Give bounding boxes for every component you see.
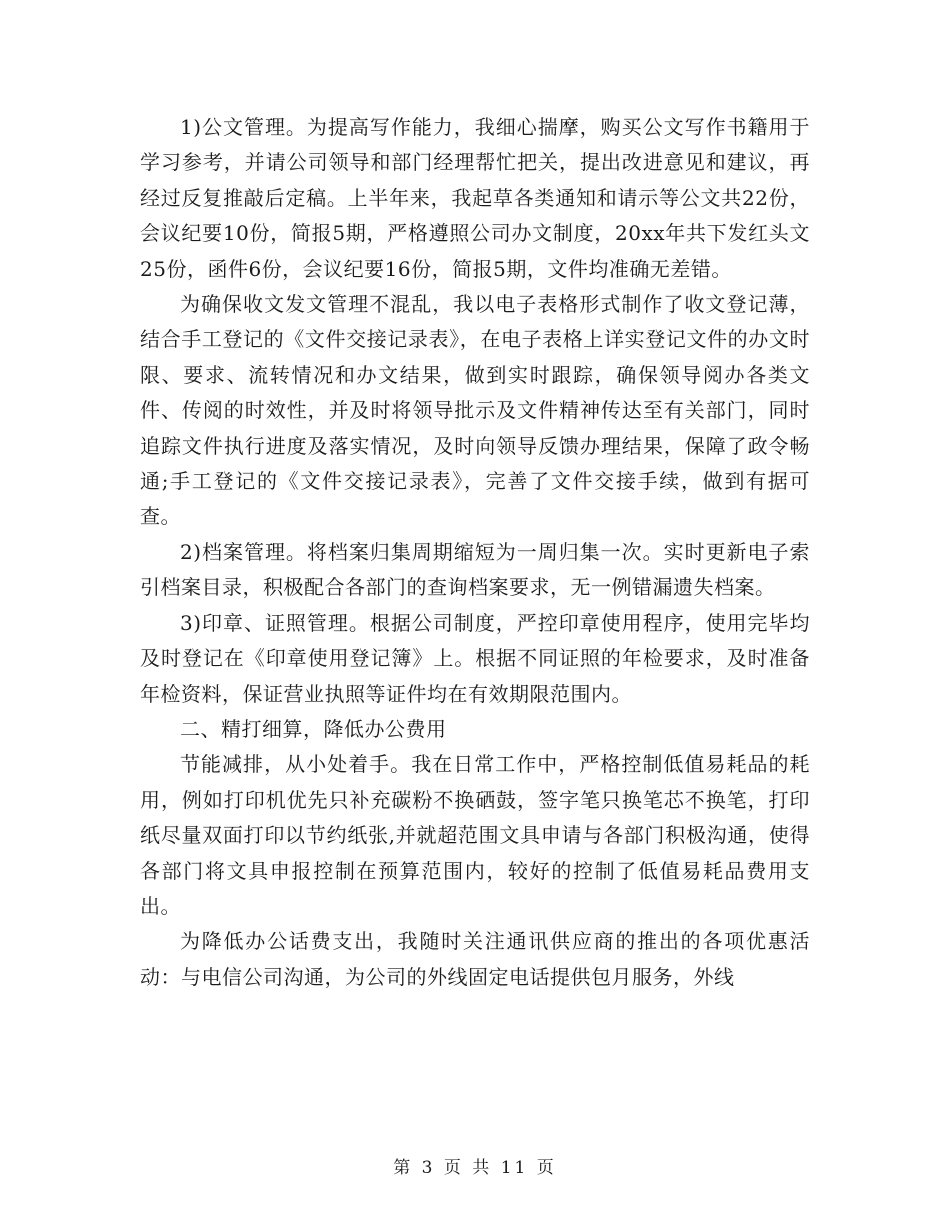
- paragraph-document-management: 1)公文管理。为提高写作能力，我细心揣摩，购买公文写作书籍用于学习参考，并请公司领导和部门经理帮忙把关，提出改进意见和建议，再经过反复推敲后定稿。上半年来，我起草各类通知和请示等公文共22份，会议纪要10份，简报5期，严格遵照公司办文制度，20xx年共下发红头文25份，函件6份，会议纪要16份，简报5期，文件均准确无差错。: [140, 115, 810, 281]
- paragraph-phone-cost: 为降低办公话费支出，我随时关注通讯供应商的推出的各项优惠活动：与电信公司沟通，为公司的外线固定电话提供包月服务，外线: [140, 929, 810, 989]
- paragraph-archive-management: 2)档案管理。将档案归集周期缩短为一周归集一次。实时更新电子索引档案目录，积极配合各部门的查询档案要求，无一例错漏遗失档案。: [140, 539, 810, 600]
- section-heading-cost-saving: 二、精打细算，降低办公费用: [180, 716, 447, 741]
- paragraph-energy-saving: 节能减排，从小处着手。我在日常工作中，严格控制低值易耗品的耗用，例如打印机优先只补充碳粉不换硒鼓，签字笔只换笔芯不换笔，打印纸尽量双面打印以节约纸张,并就超范围文具申请与各部门积极沟通，使得各部门将文具申报控制在预算范围内，较好的控制了低值易耗品费用支出。: [140, 752, 810, 918]
- paragraph-seal-license-management: 3)印章、证照管理。根据公司制度，严控印章使用程序，使用完毕均及时登记在《印章使用登记簿》上。根据不同证照的年检要求，及时准备年检资料，保证营业执照等证件均在有效期限范围内。: [140, 610, 810, 706]
- page-number-footer: 第 3 页 共 11 页: [393, 1158, 557, 1178]
- paragraph-document-registration: 为确保收文发文管理不混乱，我以电子表格形式制作了收文登记薄，结合手工登记的《文件交接记录表》，在电子表格上详实登记文件的办文时限、要求、流转情况和办文结果，做到实时跟踪，确保领导阅办各类文件、传阅的时效性，并及时将领导批示及文件精神传达至有关部门，同时追踪文件执行进度及落实情况，及时向领导反馈办理结果，保障了政令畅通;手工登记的《文件交接记录表》，完善了文件交接手续，做到有据可查。: [140, 292, 810, 529]
- document-body: [140, 110, 810, 995]
